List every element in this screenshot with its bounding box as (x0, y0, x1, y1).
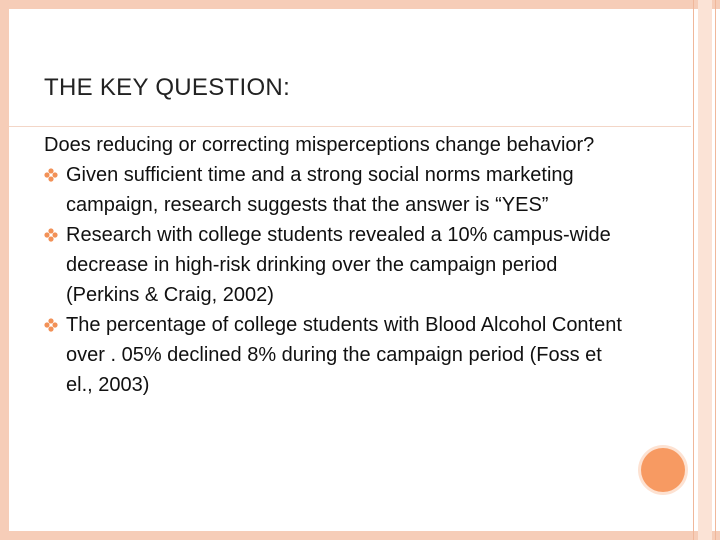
slide-title: THE KEY QUESTION: (44, 74, 291, 101)
slide-body (44, 130, 634, 400)
bullet-item (44, 310, 634, 400)
decorative-circle (641, 448, 685, 492)
lead-question: Does reducing or correcting misperceptions change behavior? (44, 134, 595, 156)
right-decorative-line (715, 0, 716, 540)
bullet-text: Given sufficient time and a strong social norms marketing campaign, research suggests that the answer is “YES” (66, 164, 574, 216)
bullet-text: Research with college students revealed a 10% campus-wide decrease in high-risk drinking over the campaign period (Perkins & Craig, 2002) (66, 224, 611, 306)
bullet-item (44, 220, 634, 310)
flower-bullet-icon (44, 168, 58, 182)
right-decorative-band (698, 0, 712, 540)
flower-bullet-icon (44, 318, 58, 332)
right-decorative-line (693, 0, 694, 540)
bullet-text: The percentage of college students with Blood Alcohol Content over . 05% declined 8% during the campaign period (Foss et el., 2003) (66, 314, 622, 396)
bullet-item (44, 160, 634, 220)
title-divider (9, 126, 691, 127)
flower-bullet-icon (44, 228, 58, 242)
